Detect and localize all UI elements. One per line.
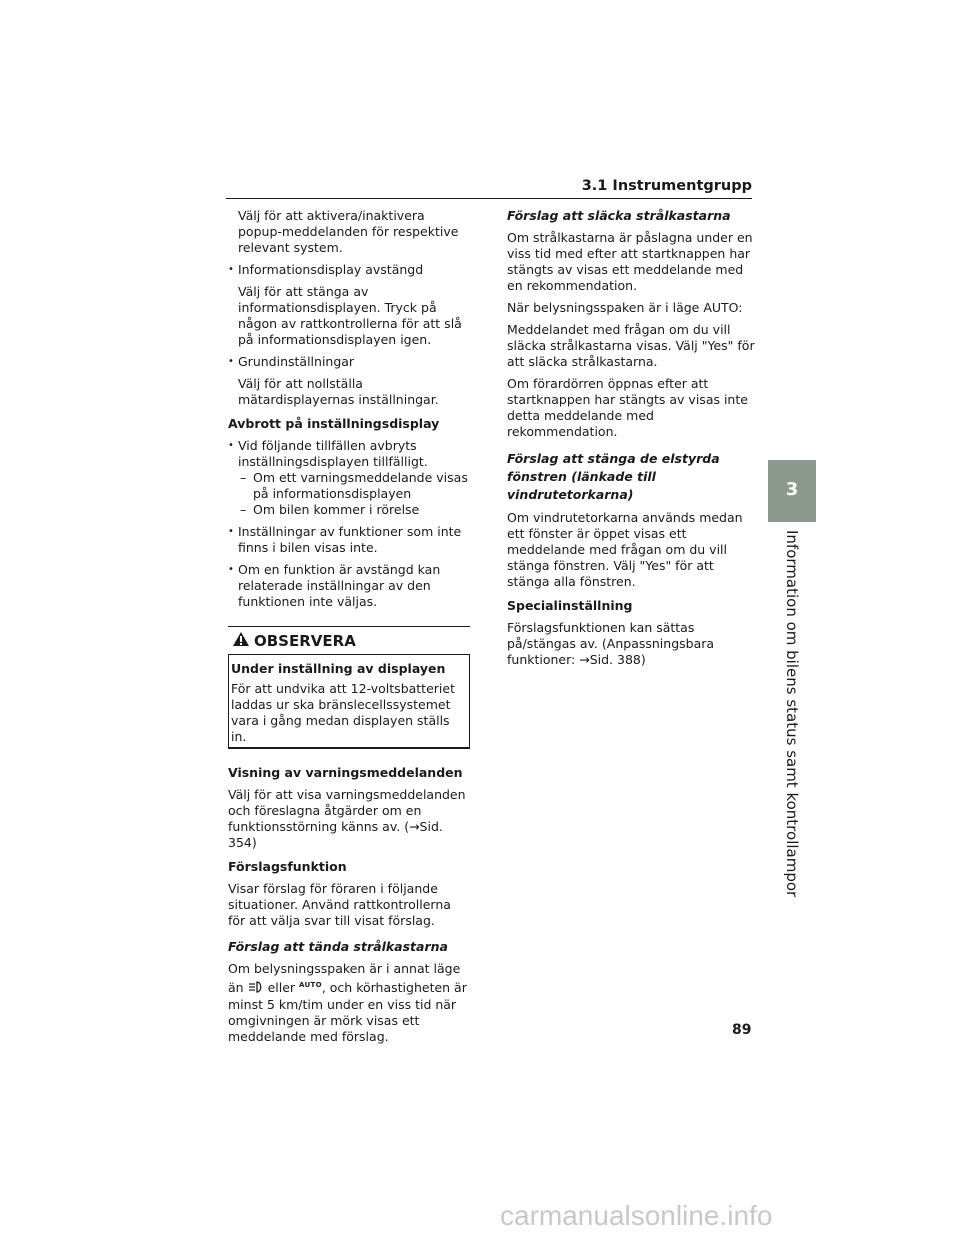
auto-icon: AUTO (299, 981, 322, 989)
sub-list (228, 470, 470, 518)
bullet-item (228, 262, 470, 348)
heading-tanda: Förslag att tända strålkastarna (228, 939, 448, 954)
visning-text: Välj för att visa varningsmeddelanden och föreslagna åtgärder om en funktionsstörning känns av. (→Sid. 354) (228, 787, 466, 850)
heading-fonster: Förslag att stänga de elstyrda fönstren (länkade till vindrutetorkarna) (507, 451, 720, 502)
notice-text: För att undvika att 12-voltsbatteriet laddas ur ska bränslecellssystemet vara i gång medan displayen ställs in. (231, 681, 455, 744)
bullet-desc: Välj för att stänga av informationsdisplayen. Tryck på någon av rattkontrollerna för att slå på informationsdisplayen igen. (238, 284, 462, 347)
slacka-p3: Meddelandet med frågan om du vill släcka strålkastarna visas. Välj "Yes" för att släcka strålkastarna. (507, 322, 755, 369)
bullet-title: • Grundinställningar (238, 354, 355, 369)
warning-icon (232, 631, 250, 651)
watermark: carmanualsonline.info (500, 1200, 773, 1231)
header-rule (226, 198, 752, 199)
notice-header (228, 627, 470, 655)
bullet-title: • Informationsdisplay avstängd (238, 262, 424, 277)
bullet-item (228, 354, 470, 408)
section-title: 3.1 Instrumentgrupp (581, 178, 752, 194)
sub-item (228, 502, 470, 518)
tanda-paragraph (228, 961, 470, 1045)
chapter-number: 3 (785, 479, 799, 500)
heading-visning: Visning av varningsmeddelanden (228, 765, 463, 780)
tanda-pre: Om belysningsspaken är i annat läge än (228, 961, 461, 996)
sub-item (228, 470, 470, 502)
dash-marker: – (240, 502, 247, 517)
sub-item-text: Om bilen kommer i rörelse (253, 502, 420, 517)
fonster-text: Om vindrutetorkarna används medan ett fönster är öppet visas ett meddelande med frågan om du vill stänga fönstren. Välj "Yes" för att stänga alla fönstren. (507, 510, 743, 589)
slacka-p4: Om förardörren öppnas efter att startknappen har stängts av visas inte detta meddelande med rekommendation. (507, 376, 748, 439)
bullet-item: • Vid följande tillfällen avbryts inställningsdisplayen tillfälligt. (228, 438, 470, 470)
heading-special: Specialinställning (507, 598, 633, 613)
heading-forslag: Förslagsfunktion (228, 859, 347, 874)
slacka-p2: När belysningsspaken är i läge AUTO: (507, 300, 743, 315)
tanda-eller: eller (267, 980, 296, 996)
sub-item-text: Om ett varningsmeddelande visas på informationsdisplayen (253, 470, 468, 501)
special-text: Förslagsfunktionen kan sättas på/stängas av. (Anpassningsbara funktioner: →Sid. 388) (507, 620, 715, 667)
notice-body (228, 655, 470, 748)
heading-avbrott: Avbrott på inställningsdisplay (228, 416, 440, 431)
bullet-item: • Om en funktion är avstängd kan relaterade inställningar av den funktionen inte väljas. (228, 562, 470, 610)
notice-box (228, 626, 470, 749)
tanda-post: , och körhastigheten är minst 5 km/tim under en viss tid när omgivningen är mörk visas ett meddelande med förslag. (228, 980, 467, 1044)
heading-slacka: Förslag att släcka strålkastarna (507, 208, 731, 223)
forslag-text: Visar förslag för föraren i följande situationer. Använd rattkontrollerna för att välja svar till visat förslag. (228, 881, 451, 928)
page-number: 89 (732, 1022, 752, 1038)
slacka-p1: Om strålkastarna är påslagna under en viss tid med efter att startknappen har stängts av visas ett meddelande med en rekommendation. (507, 230, 753, 293)
bullet-desc: Välj för att nollställa mätardisplayernas inställningar. (238, 376, 439, 407)
headlight-icon (248, 981, 264, 997)
right-column (507, 208, 757, 674)
notice-subtitle: Under inställning av displayen (231, 661, 446, 676)
chapter-title: Information om bilens status samt kontrollampor (783, 530, 801, 898)
notice-label: OBSERVERA (254, 632, 356, 650)
dash-marker: – (240, 470, 247, 485)
intro-text: Välj för att aktivera/inaktivera popup-meddelanden för respektive relevant system. (238, 208, 459, 255)
left-column (228, 208, 470, 1051)
bullet-item: • Inställningar av funktioner som inte finns i bilen visas inte. (228, 524, 470, 556)
